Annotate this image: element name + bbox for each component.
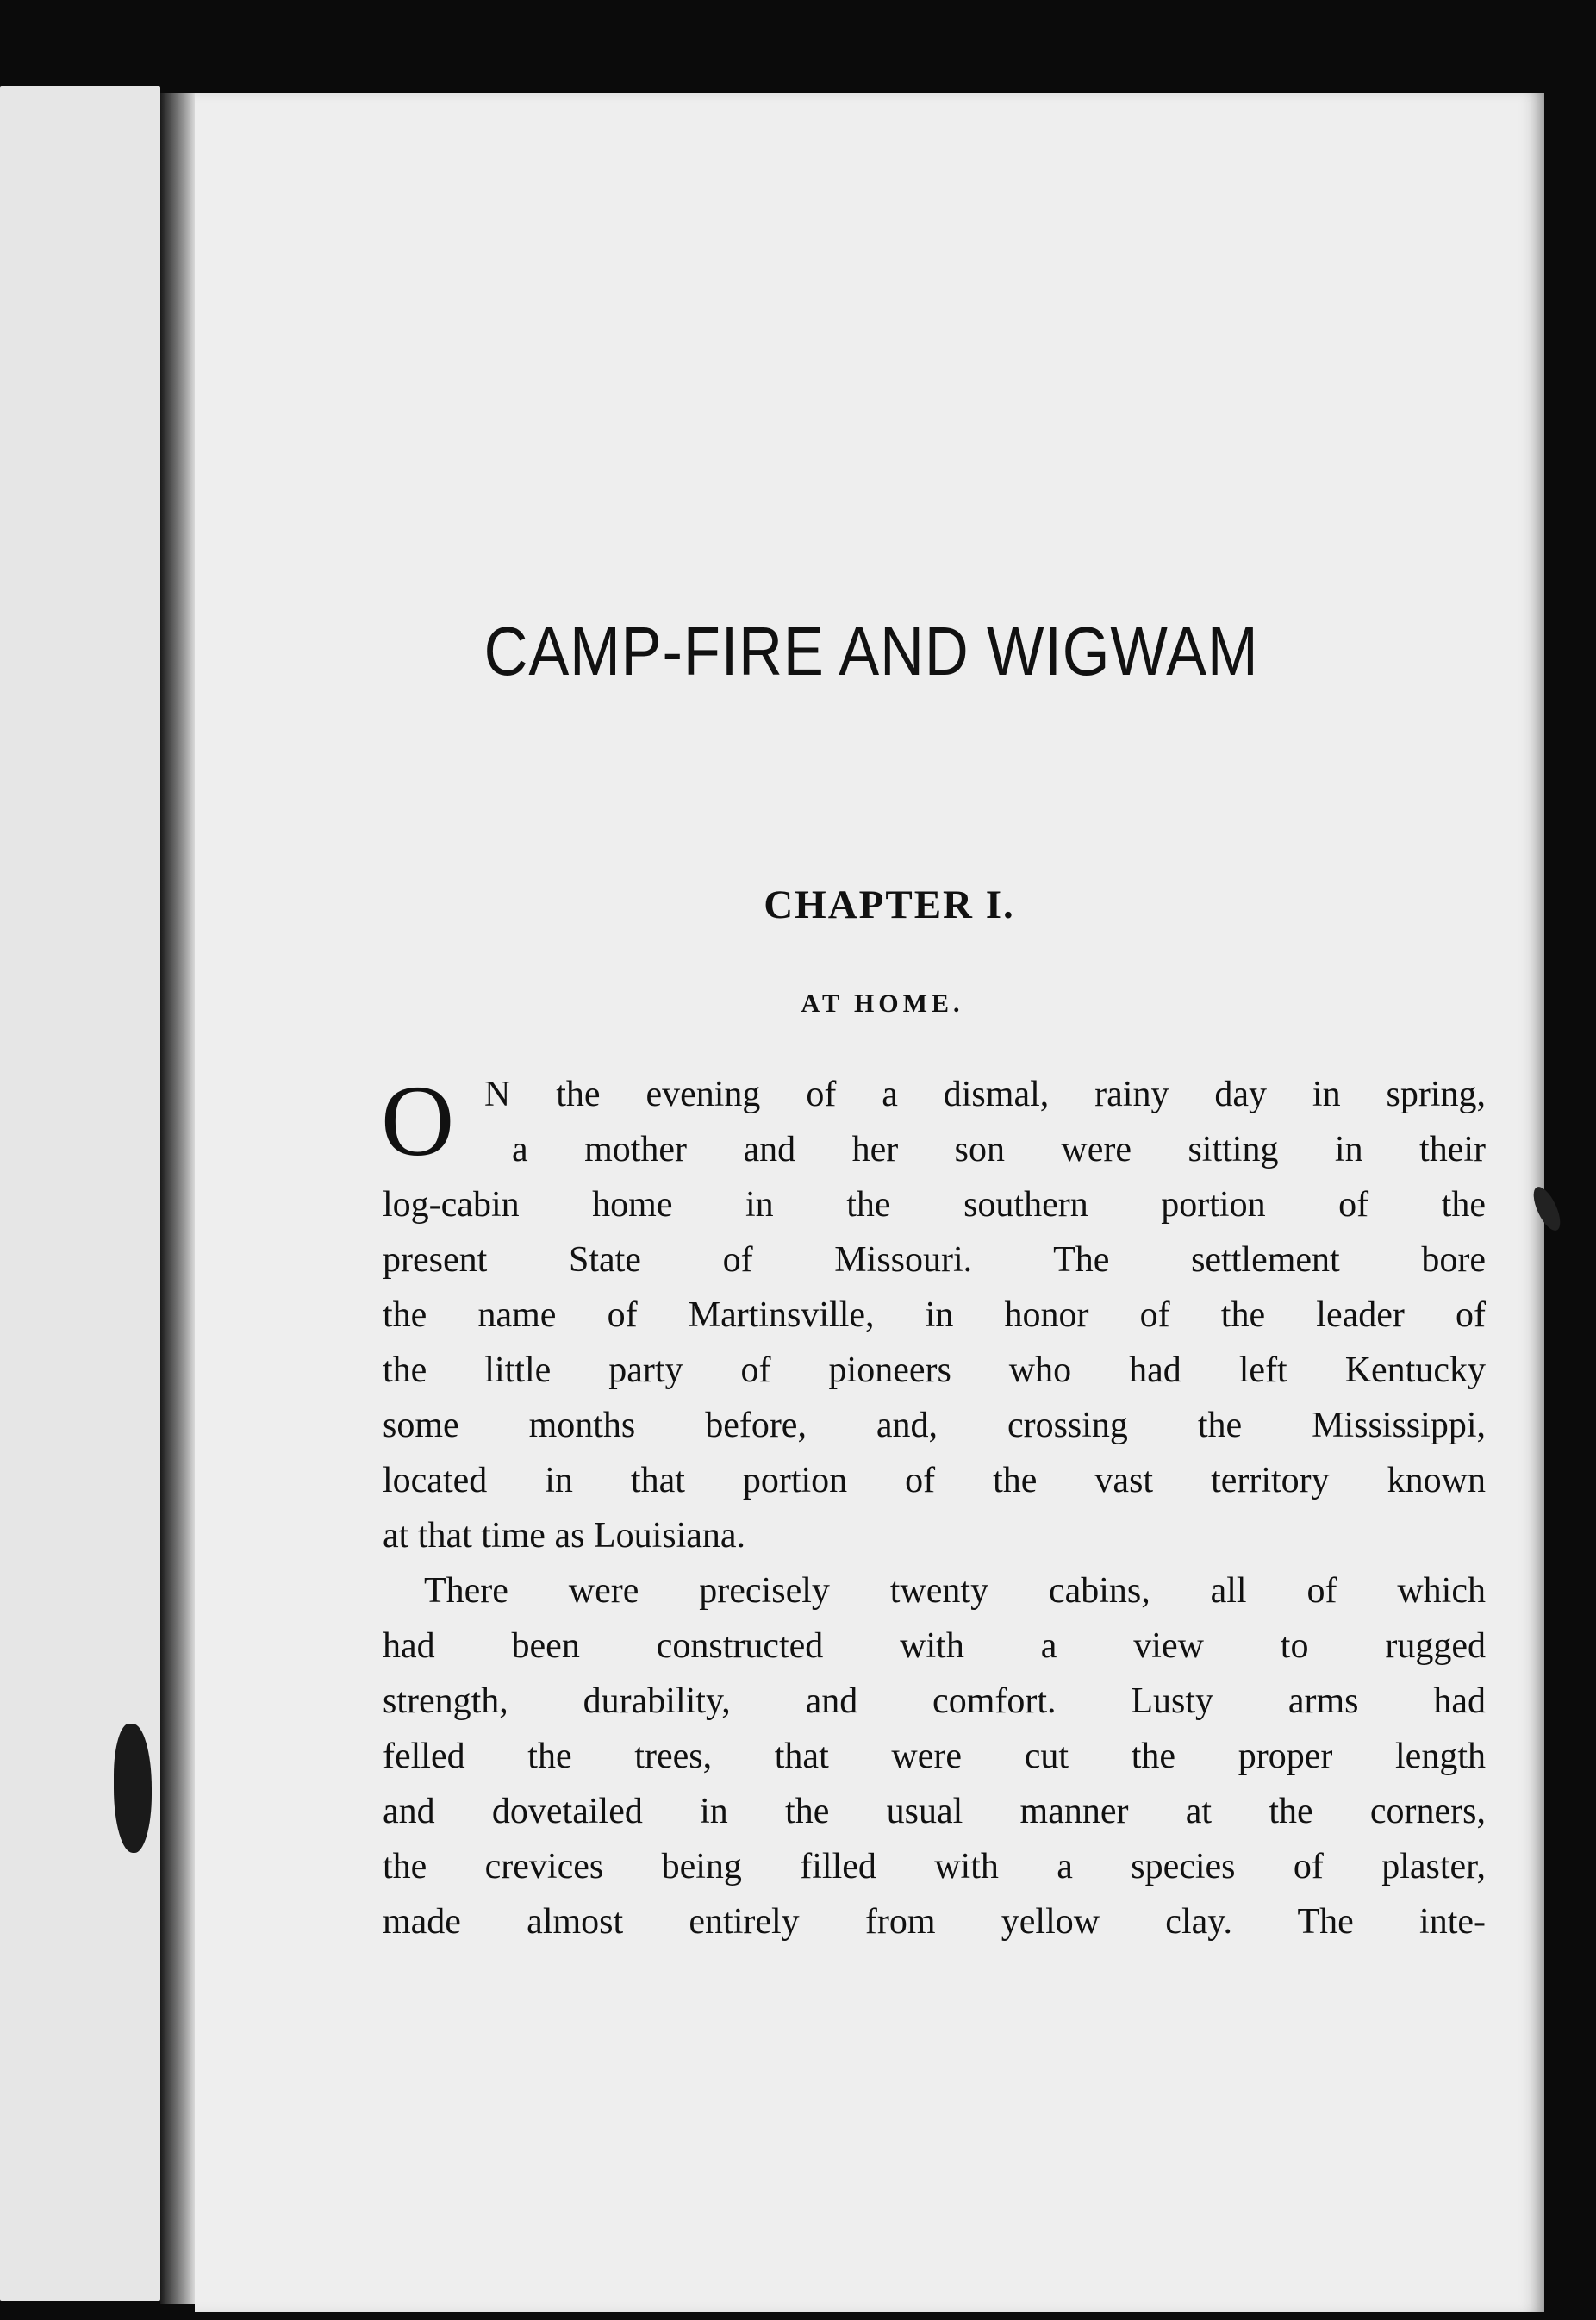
book-title: CAMP-FIRE AND WIGWAM xyxy=(483,613,1259,689)
text-line: felled the trees, that were cut the proper length xyxy=(383,1737,1486,1776)
chapter-heading: CHAPTER I. xyxy=(764,882,1015,927)
book-page xyxy=(195,93,1544,2312)
gutter-ink-blot xyxy=(114,1724,152,1853)
text-line: present State of Missouri. The settlement bore xyxy=(383,1240,1486,1280)
text-line: N the evening of a dismal, rainy day in spring, xyxy=(484,1075,1486,1114)
section-heading: AT HOME. xyxy=(801,989,964,1018)
previous-leaf-edge xyxy=(0,86,160,2301)
text-line: the crevices being filled with a species of plaster, xyxy=(383,1847,1486,1887)
text-line: the name of Martinsville, in honor of the leader of xyxy=(383,1295,1486,1335)
text-line: and dovetailed in the usual manner at the corners, xyxy=(383,1792,1486,1831)
drop-cap: O xyxy=(381,1064,455,1177)
body-text xyxy=(381,1064,1486,1949)
text-line: at that time as Louisiana. xyxy=(383,1516,746,1556)
text-line: a mother and her son were sitting in their xyxy=(512,1130,1486,1169)
text-line: made almost entirely from yellow clay. The inte- xyxy=(383,1902,1486,1942)
text-line: located in that portion of the vast territory known xyxy=(383,1461,1486,1500)
text-line: There were precisely twenty cabins, all of which xyxy=(424,1571,1486,1611)
binding-gutter xyxy=(160,93,195,2304)
text-line: the little party of pioneers who had left Kentucky xyxy=(383,1350,1486,1390)
text-line: log-cabin home in the southern portion of the xyxy=(383,1185,1486,1225)
paragraph xyxy=(381,1064,1486,1563)
text-line: had been constructed with a view to rugged xyxy=(383,1626,1486,1666)
text-line: strength, durability, and comfort. Lusty arms had xyxy=(383,1681,1486,1721)
paragraph xyxy=(383,1563,1486,1949)
text-line: some months before, and, crossing the Mississippi, xyxy=(383,1406,1486,1445)
